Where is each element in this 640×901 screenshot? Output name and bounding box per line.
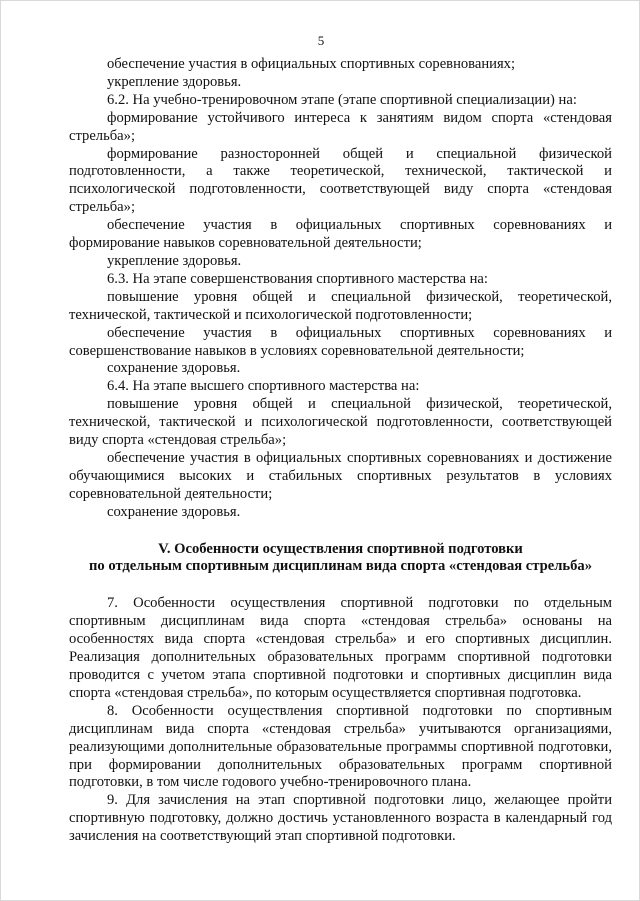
paragraph: 6.3. На этапе совершенствования спортивного мастерства на:	[107, 270, 488, 287]
paragraph: формирование разносторонней общей и специальной физической подготовленности, а также теоретической, технической, тактической и психологической подготовленности, соответствующей виду спорта «стендовая стрельба»;	[69, 145, 612, 216]
numbered-paragraph-7: 7. Особенности осуществления спортивной подготовки по отдельным спортивным дисциплинам вида спорта «стендовая стрельба» основаны на особенностях вида спорта «стендовая стрельба» и его спортивных дисциплин. Реализация дополнительных образовательных программ спортивной подготовки проводится с учетом этапа спортивной подготовки и спортивных дисциплин вида спорта «стендовая стрельба», по которым осуществляется спортивная подготовка.	[69, 595, 612, 701]
paragraph: обеспечение участия в официальных спортивных соревнованиях;	[107, 56, 516, 72]
paragraph: укрепление здоровья.	[107, 252, 242, 269]
paragraph: формирование устойчивого интереса к занятиям видом спорта «стендовая стрельба»;	[69, 109, 612, 144]
paragraph: 6.2. На учебно-тренировочном этапе (этапе спортивной специализации) на:	[107, 91, 577, 108]
paragraph: обеспечение участия в официальных спортивных соревнованиях и совершенствование навыков в условиях соревновательной деятельности;	[69, 324, 612, 359]
paragraph: сохранение здоровья.	[107, 360, 241, 377]
paragraph: повышение уровня общей и специальной физической, теоретической, технической, тактической и психологической подготовленности, соответствующей виду спорта «стендовая стрельба»;	[69, 396, 612, 449]
paragraph: сохранение здоровья.	[107, 503, 241, 520]
paragraph: обеспечение участия в официальных спортивных соревнованиях и достижение обучающимися высоких и стабильных спортивных результатов в условиях соревновательной деятельности;	[69, 449, 612, 502]
section-heading-line-2: по отдельным спортивным дисциплинам вида спорта «стендовая стрельба»	[88, 558, 593, 575]
paragraph: 6.4. На этапе высшего спортивного мастерства на:	[107, 378, 420, 395]
paragraph: укрепление здоровья.	[107, 73, 242, 90]
document-body	[69, 56, 612, 846]
section-heading	[69, 541, 612, 577]
page-number: 5	[317, 33, 325, 48]
paragraph: повышение уровня общей и специальной физической, теоретической, технической, тактической и психологической подготовленности;	[69, 288, 612, 323]
numbered-paragraph-9: 9. Для зачисления на этап спортивной подготовки лицо, желающее пройти спортивную подготовку, должно достичь установленного возраста в календарный год зачисления на соответствующий этап спортивной подготовки.	[69, 792, 612, 845]
section-heading-line-1: V. Особенности осуществления спортивной подготовки	[158, 540, 523, 557]
numbered-paragraph-8: 8. Особенности осуществления спортивной подготовки по спортивным дисциплинам вида спорта «стендовая стрельба» учитываются организациями, реализующими дополнительные образовательные программы спортивной подготовки, при формировании дополнительных образовательных программ спортивной подготовки, в том числе годового учебно-тренировочного плана.	[69, 702, 612, 791]
paragraph: обеспечение участия в официальных спортивных соревнованиях и формирование навыков соревновательной деятельности;	[69, 217, 612, 252]
